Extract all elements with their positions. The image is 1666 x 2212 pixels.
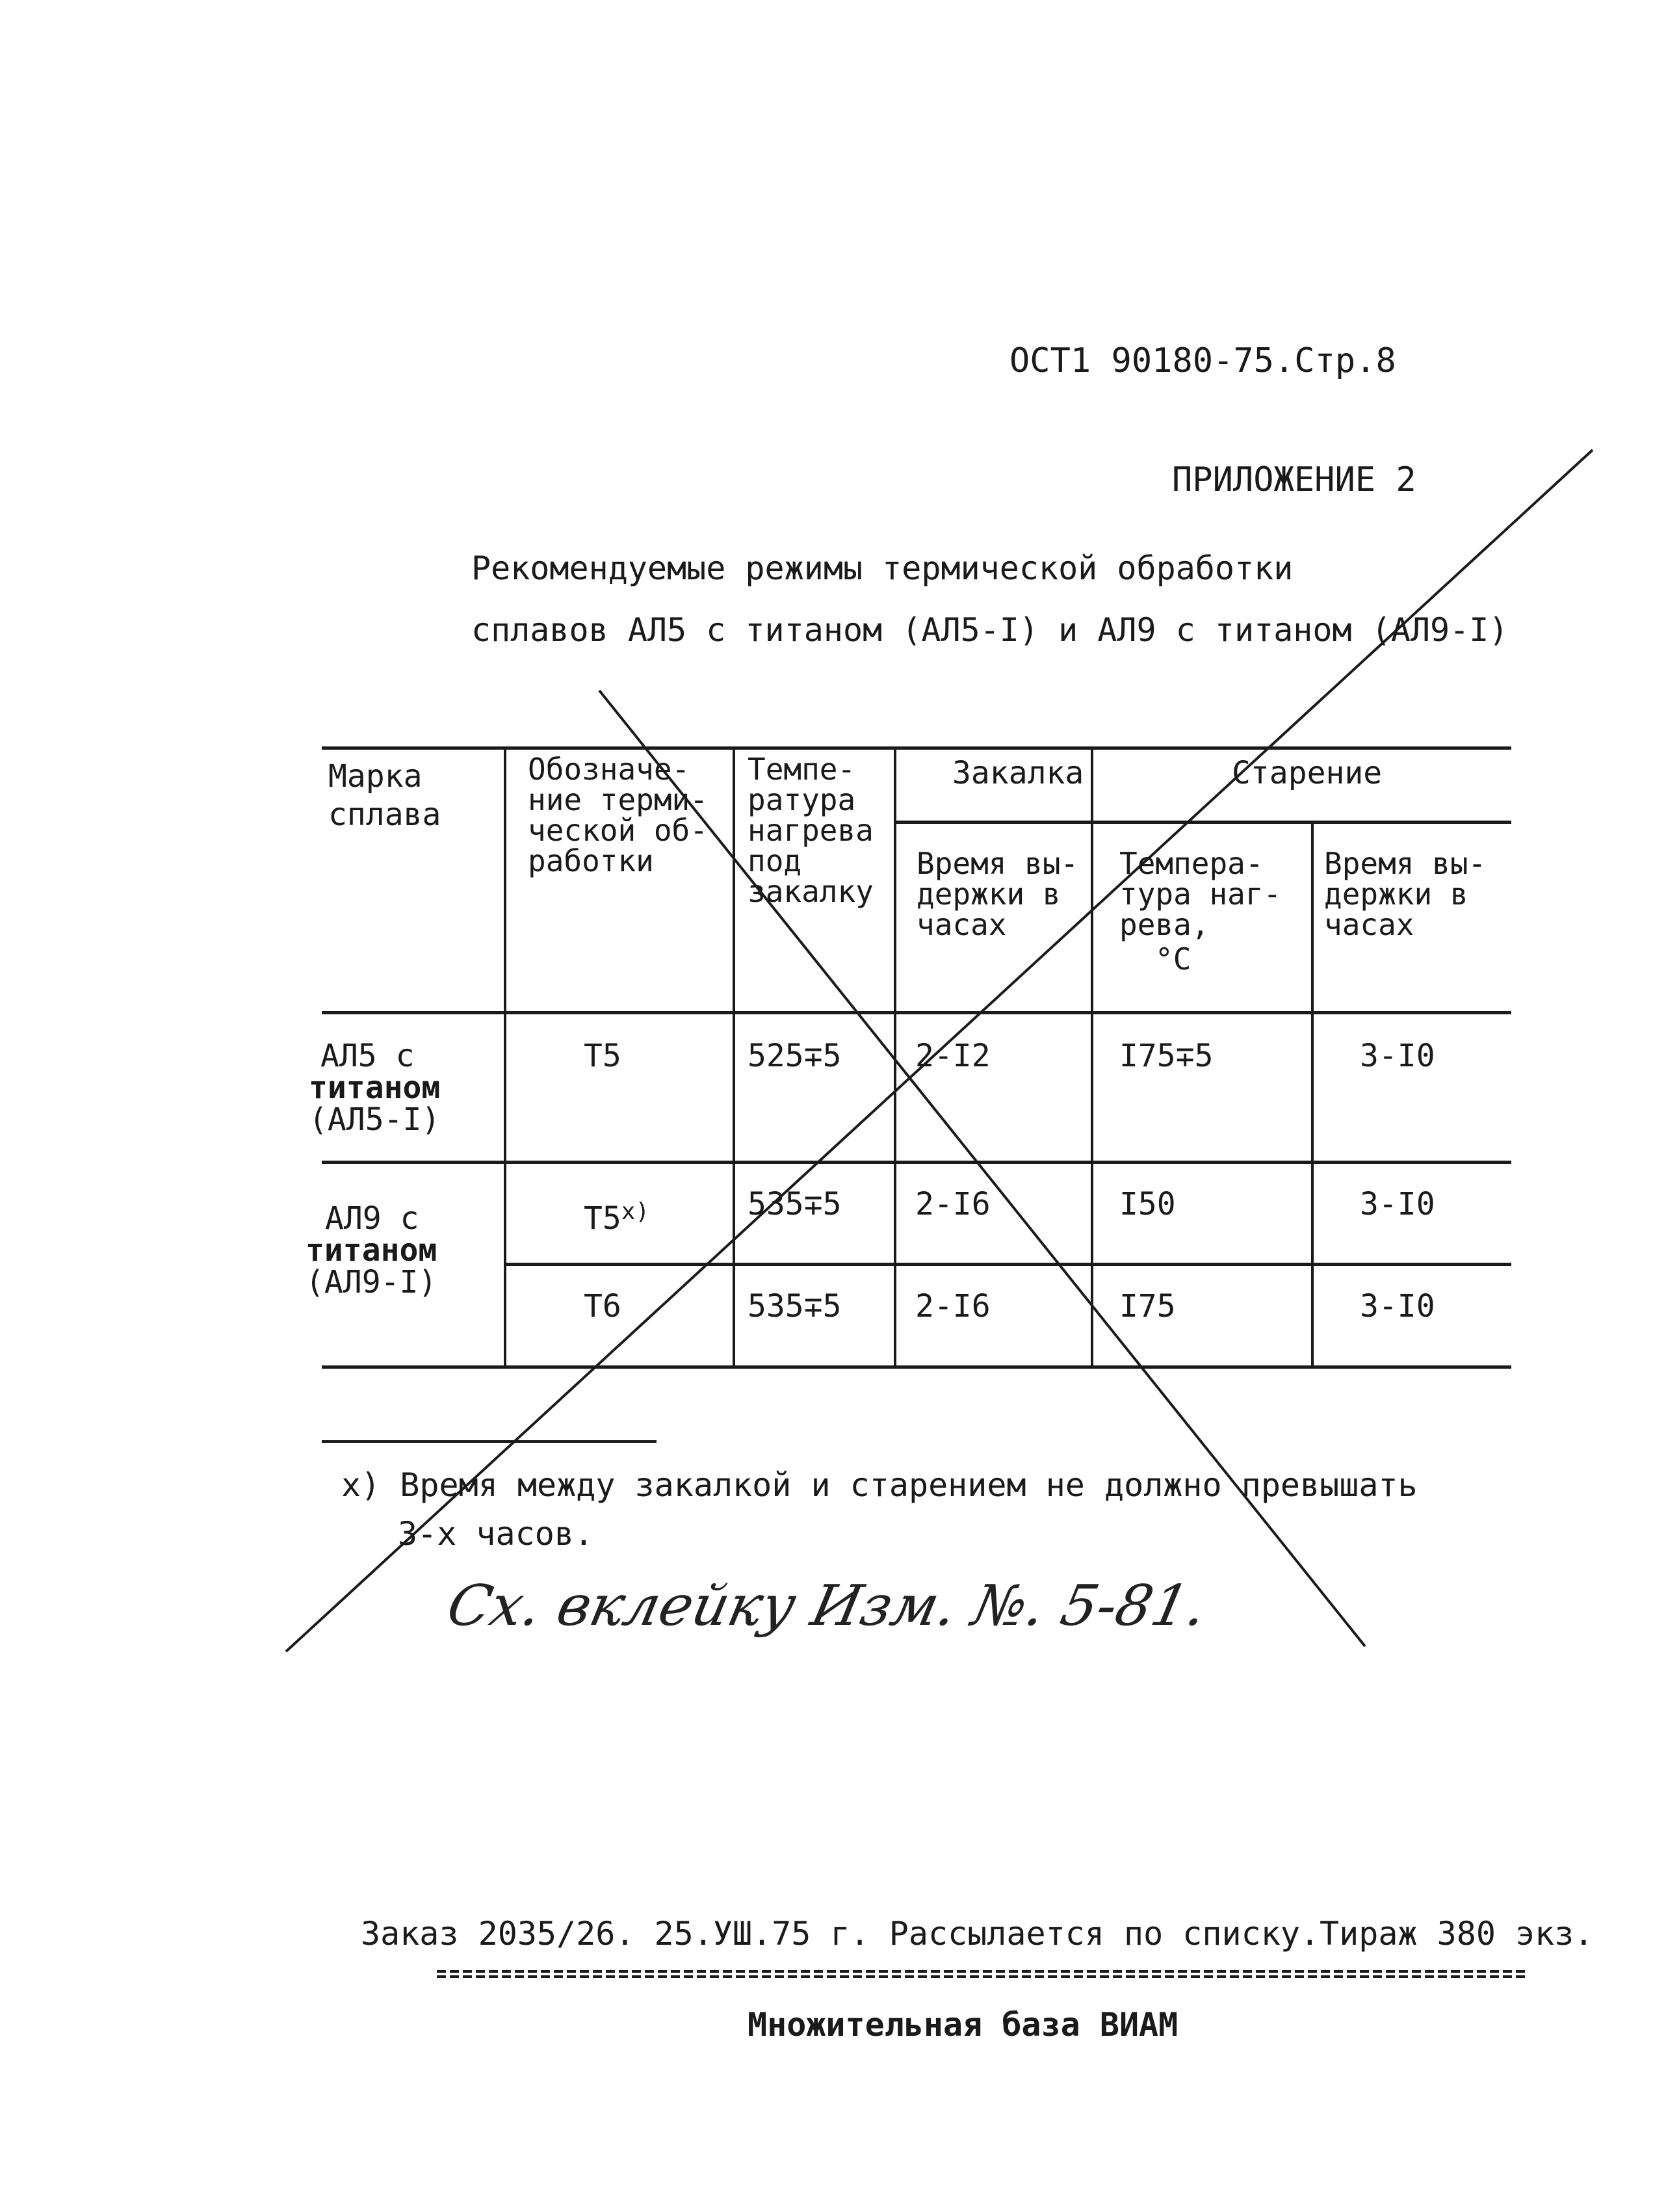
row2-aging-temp: I50 — [1119, 1186, 1176, 1222]
header-designation: Обозначе- ние терми- ческой об- работки — [528, 752, 708, 878]
cross-stroke-2 — [286, 450, 1593, 1652]
handwritten-note: Сх. вклейку Изм. №. 5-81. — [441, 1573, 1213, 1639]
title-line-1: Рекомендуемые режимы термической обработки — [471, 549, 1294, 587]
row2-alloy: АЛ9 с титаном (АЛ9-I) — [306, 1200, 437, 1300]
header-aging-temp: Темпера- тура наг- рева, °С — [1119, 846, 1282, 977]
row1-quench-time: 2-I2 — [915, 1038, 991, 1074]
row3-designation: Т6 — [584, 1288, 621, 1324]
row1-aging-temp: I75∓5 — [1119, 1038, 1214, 1074]
title-line-2: сплавов АЛ5 с титаном (АЛ5-I) и АЛ9 с титаном (АЛ9-I) — [471, 611, 1509, 649]
row2-temperature: 535∓5 — [748, 1186, 842, 1222]
row1-designation: Т5 — [584, 1038, 621, 1074]
header-quench-time: Время вы- держки в часах — [917, 846, 1079, 942]
row3-aging-time: 3-I0 — [1360, 1288, 1435, 1324]
footnote-line-1: х) Время между закалкой и старением не должно превышать — [341, 1466, 1418, 1504]
cross-stroke-1 — [599, 691, 1365, 1646]
row1-temperature: 525∓5 — [748, 1038, 842, 1074]
footer-double-dash-rule — [437, 1970, 1529, 1979]
printer-name: Множительная база ВИАМ — [748, 2006, 1178, 2044]
footnote-marker: х) — [621, 1198, 650, 1225]
document-reference: ОСТ1 90180-75.Стр.8 — [1009, 341, 1396, 380]
row1-aging-time: 3-I0 — [1360, 1038, 1435, 1074]
row3-temperature: 535∓5 — [748, 1288, 842, 1324]
footnote-line-2: 3-х часов. — [398, 1515, 594, 1553]
row2-quench-time: 2-I6 — [915, 1186, 991, 1222]
row1-alloy: АЛ5 с титаном (АЛ5-I) — [309, 1038, 441, 1138]
appendix-label: ПРИЛОЖЕНИЕ 2 — [1172, 460, 1416, 499]
header-quench-group: Закалка — [952, 755, 1084, 791]
header-aging-group: Старение — [1232, 755, 1383, 791]
header-alloy: Марка сплава — [328, 758, 441, 833]
row3-quench-time: 2-I6 — [915, 1288, 991, 1324]
header-aging-time: Время вы- держки в часах — [1324, 846, 1487, 942]
header-temperature: Темпе- ратура нагрева под закалку — [748, 752, 874, 909]
print-order-line: Заказ 2035/26. 25.УШ.75 г. Рассылается по списку.Тираж 380 экз. — [361, 1915, 1594, 1953]
row3-aging-temp: I75 — [1119, 1288, 1176, 1324]
row2-designation: Т5х) — [584, 1198, 650, 1237]
row2-aging-time: 3-I0 — [1360, 1186, 1435, 1222]
